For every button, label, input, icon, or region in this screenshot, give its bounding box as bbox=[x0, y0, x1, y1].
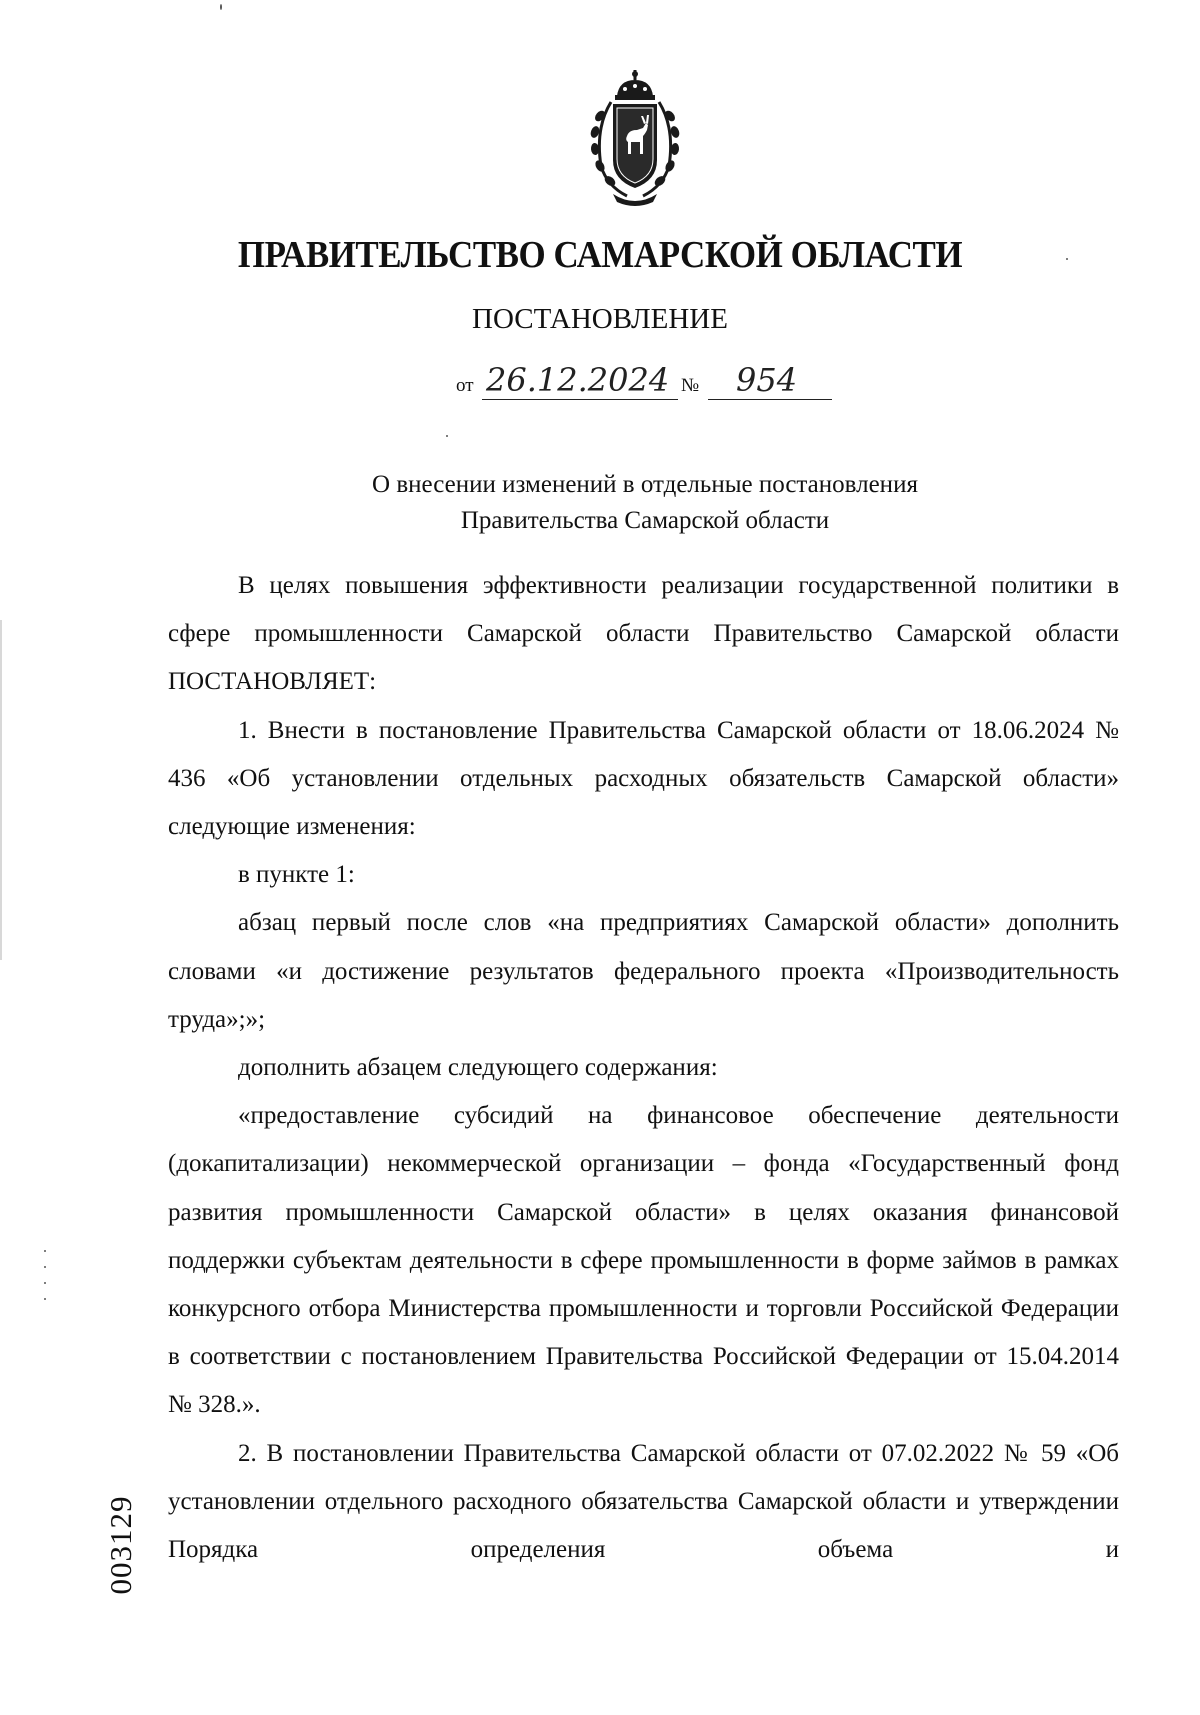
organization-title: ПРАВИТЕЛЬСТВО САМАРСКОЙ ОБЛАСТИ bbox=[237, 234, 963, 276]
scan-speck bbox=[1066, 258, 1068, 260]
number-underline bbox=[708, 399, 832, 401]
scan-edge-line bbox=[0, 620, 2, 960]
scan-speck bbox=[220, 4, 222, 10]
number-prefix: № bbox=[681, 375, 700, 396]
handwritten-number: 954 bbox=[736, 361, 798, 399]
subject-line-2: Правительства Самарской области bbox=[460, 507, 830, 534]
scan-speck bbox=[44, 1282, 46, 1284]
scan-speck bbox=[44, 1250, 46, 1252]
body-paragraph: абзац первый после слов «на предприятиях Самарской области» дополнить словами «и достижение результатов федерального проекта «Производительность труда»;»; bbox=[168, 909, 1119, 1033]
document-body bbox=[168, 562, 1119, 1574]
date-number-line bbox=[456, 363, 836, 403]
document-subject bbox=[0, 467, 1200, 539]
body-paragraph: «предоставление субсидий на финансовое обеспечение деятельности (докапитализации) некоммерческой организации – фонда «Государственный фонд развития промышленности Самарской области» в целях оказания финансовой поддержки субъектам деятельности в сфере промышленности в форме займов в рамках конкурсного отбора Министерства промышленности и торговли Российской Федерации в соответствии с постановлением Правительства Российской Федерации от 15.04.2014 № 328.». bbox=[168, 1102, 1119, 1419]
body-paragraph: дополнить абзацем следующего содержания: bbox=[238, 1054, 718, 1082]
date-prefix: от bbox=[456, 375, 474, 396]
body-paragraph: в пункте 1: bbox=[238, 861, 355, 889]
body-paragraph: В целях повышения эффективности реализации государственной политики в сфере промышленности Самарской области Правительство Самарской области ПОСТАНОВЛЯЕТ: bbox=[168, 572, 1119, 696]
date-underline bbox=[482, 399, 678, 401]
side-stamp-number bbox=[96, 1465, 146, 1625]
scan-speck bbox=[44, 1266, 46, 1268]
subject-line-1: О внесении изменений в отдельные постановления bbox=[372, 471, 918, 498]
scan-speck bbox=[446, 435, 448, 437]
body-paragraph: 1. Внести в постановление Правительства Самарской области от 18.06.2024 № 436 «Об установлении отдельных расходных обязательств Самарской области» следующие изменения: bbox=[168, 716, 1119, 841]
side-stamp-text: 003129 bbox=[103, 1495, 138, 1595]
handwritten-date: 26.12.2024 bbox=[486, 361, 670, 399]
document-type: ПОСТАНОВЛЕНИЕ bbox=[472, 303, 728, 335]
coat-of-arms-emblem bbox=[583, 68, 687, 208]
scan-speck bbox=[44, 1298, 46, 1300]
body-paragraph: 2. В постановлении Правительства Самарской области от 07.02.2022 № 59 «Об установлении отдельного расходного обязательства Самарской области и утверждении Порядка определения объема и bbox=[168, 1439, 1119, 1564]
